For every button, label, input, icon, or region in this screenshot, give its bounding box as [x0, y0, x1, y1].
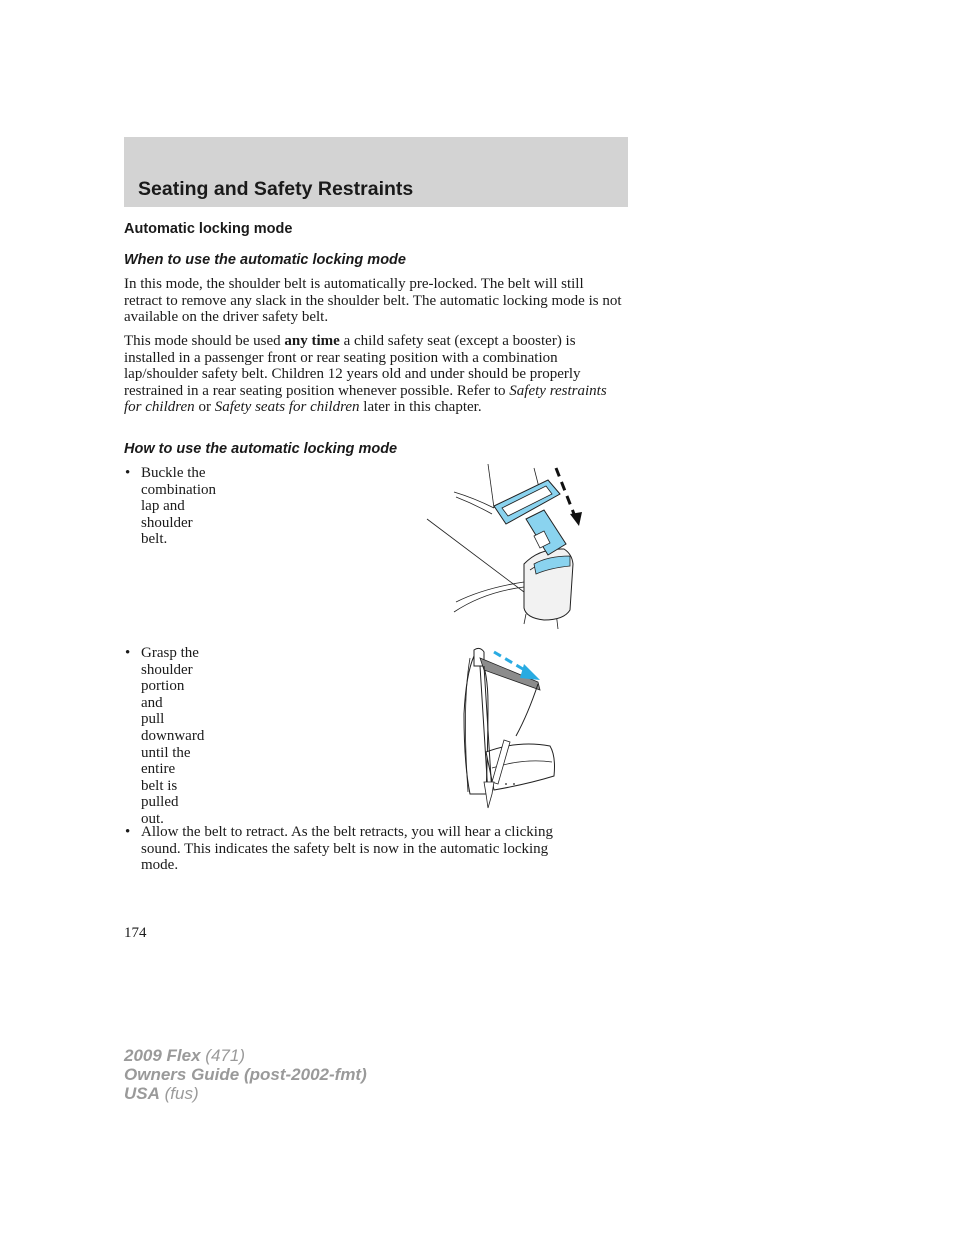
section-header-band — [124, 137, 628, 207]
link-safety-seats-for-children: Safety seats for children — [214, 399, 360, 416]
paragraph-mode-description: In this mode, the shoulder belt is automatically pre-locked. The belt will still retract to remove any slack in the shoulder belt. The automatic locking mode is not available on the driver safety belt. — [124, 276, 622, 326]
subheading-how-to-use: How to use the automatic locking mode — [124, 441, 398, 457]
subheading-when-to-use: When to use the automatic locking mode — [124, 252, 406, 268]
document-footer: 2009 Flex (471) Owners Guide (post-2002-fmt) USA (fus) — [124, 1046, 367, 1103]
heading-automatic-locking-mode: Automatic locking mode — [124, 221, 293, 237]
link-safety-restraints-for-children: Safety restraints for children — [124, 382, 607, 416]
page-number: 174 — [124, 925, 147, 941]
section-title: Seating and Safety Restraints — [138, 178, 414, 200]
paragraph-when-to-use: This mode should be used any time a child safety seat (except a booster) is installed in a passenger front or rear seating position with a combination lap/shoulder safety belt. Children 12 years old and under should be properly restrained in a rear seating position whenever possible. Refer to Safety restraints for children or Safety seats for children later in this chapter. — [124, 333, 607, 416]
seatbelt-buckle-illustration — [424, 464, 594, 632]
seat-shoulder-belt-illustration — [458, 644, 568, 812]
